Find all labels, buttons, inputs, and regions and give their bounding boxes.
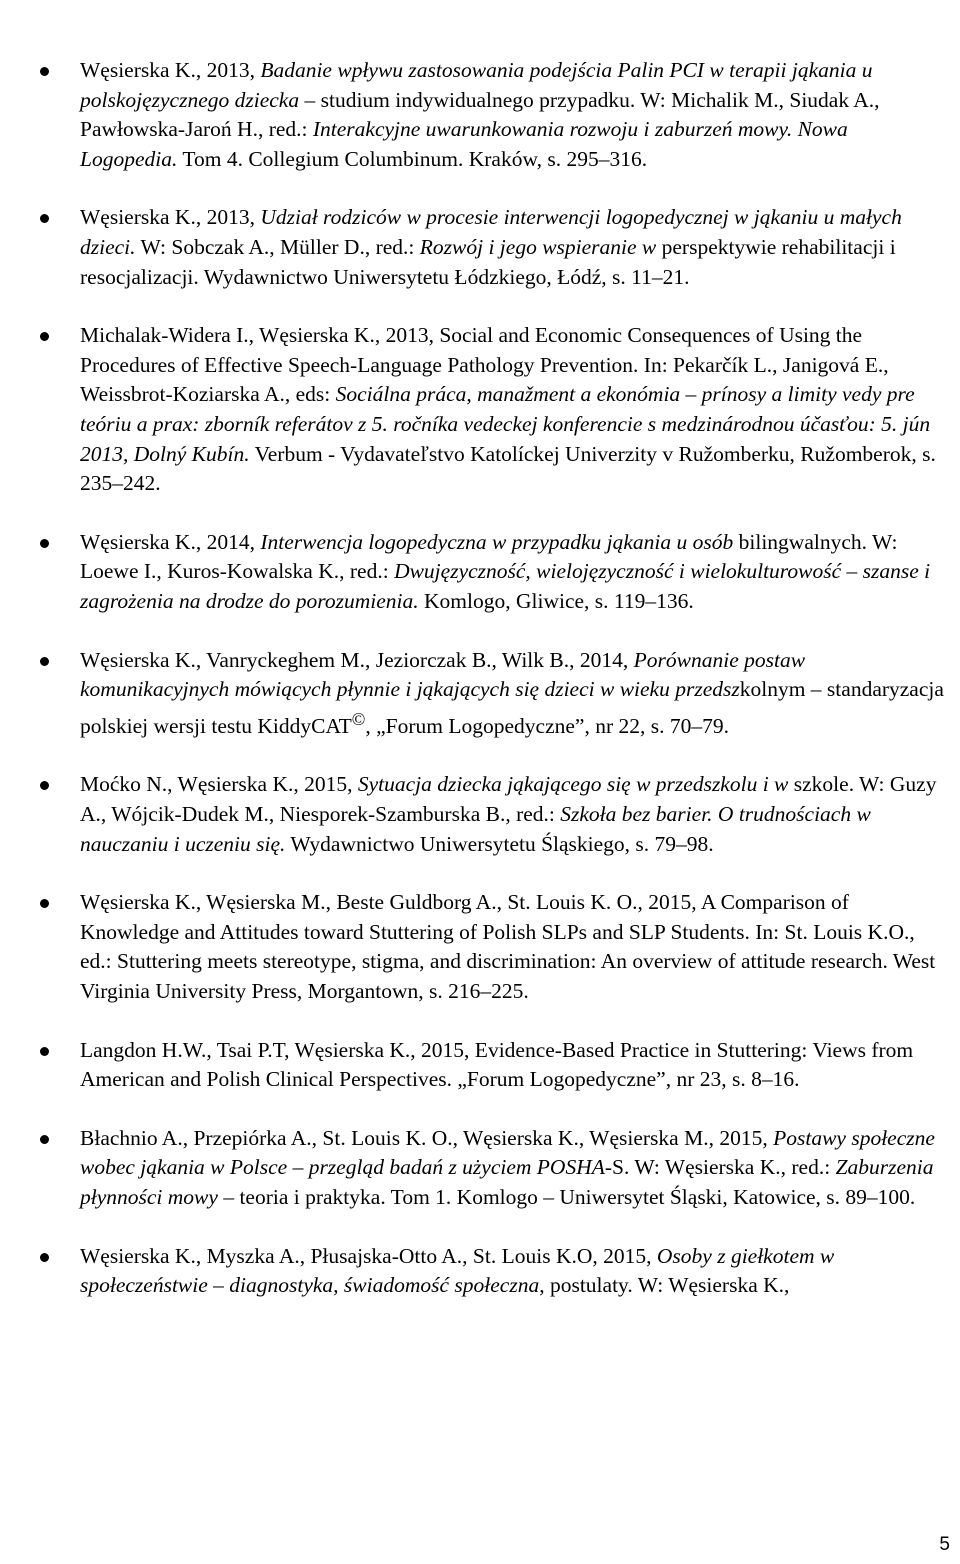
list-item bbox=[0, 888, 960, 1006]
bullet-icon bbox=[40, 539, 49, 548]
list-item bbox=[0, 1242, 960, 1301]
citation-text: Węsierska K., 2013, Udział rodziców w procesie interwencji logopedycznej w jąkaniu u małych dzieci. W: Sobczak A., Müller D., red.: Rozwój i jego wspieranie w perspektywie rehabilitacji i resocjalizacji. Wydawnictwo Uniwersytetu Łódzkiego, Łódź, s. 11–21. bbox=[80, 205, 902, 289]
citation-text: Michalak-Widera I., Węsierska K., 2013, Social and Economic Consequences of Using the Procedures of Effective Speech-Language Pathology Prevention. In: Pekarčík L., Janigová E., Weissbrot-Koziarska A., eds: Sociálna práca, manažment a ekonómia – prínosy a limity vedy pre teóriu a prax: zborník referátov z 5. ročníka vedeckej konferencie s medzinárodnou účasťou: 5. jún 2013, Dolný Kubín. Verbum - Vydavateľstvo Katolíckej Univerzity v Ružomberku, Ružomberok, s. 235–242. bbox=[80, 323, 936, 496]
bullet-icon bbox=[40, 332, 49, 341]
page-number: 5 bbox=[939, 1534, 950, 1555]
bullet-icon bbox=[40, 1253, 49, 1262]
list-item bbox=[0, 321, 960, 499]
citation-text: Węsierska K., 2014, Interwencja logopedyczna w przypadku jąkania u osób bilingwalnych. W: Loewe I., Kuros-Kowalska K., red.: Dwujęzyczność, wielojęzyczność i wielokulturowość – szanse i zagrożenia na drodze do porozumienia. Komlogo, Gliwice, s. 119–136. bbox=[80, 529, 931, 613]
list-item bbox=[0, 1124, 960, 1213]
citation-text: Moćko N., Węsierska K., 2015, Sytuacja dziecka jąkającego się w przedszkolu i w szkole. W: Guzy A., Wójcik-Dudek M., Niesporek-Szamburska B., red.: Szkoła bez barier. O trudnościach w nauczaniu i uczeniu się. Wydawnictwo Uniwersytetu Śląskiego, s. 79–98. bbox=[80, 772, 937, 856]
citation-text: Błachnio A., Przepiórka A., St. Louis K. O., Węsierska K., Węsierska M., 2015, Postawy społeczne wobec jąkania w Polsce – przegląd badań z użyciem POSHA-S. W: Węsierska K., red.: Zaburzenia płynności mowy – teoria i praktyka. Tom 1. Komlogo – Uniwersytet Śląski, Katowice, s. 89–100. bbox=[80, 1125, 935, 1209]
citation-text: Węsierska K., Vanryckeghem M., Jeziorczak B., Wilk B., 2014, Porównanie postaw komunikacyjnych mówiących płynnie i jąkających się dzieci w wieku przedszkolnym – standaryzacja polskiej wersji testu KiddyCAT©, „Forum Logopedyczne”, nr 22, s. 70–79. bbox=[80, 647, 944, 738]
list-item bbox=[0, 1036, 960, 1095]
list-item bbox=[0, 528, 960, 617]
list-item bbox=[0, 646, 960, 742]
list-item bbox=[0, 203, 960, 292]
bullet-icon bbox=[40, 1047, 49, 1056]
list-item bbox=[0, 770, 960, 859]
bullet-icon bbox=[40, 214, 49, 223]
bullet-icon bbox=[40, 67, 49, 76]
bullet-icon bbox=[40, 657, 49, 666]
citation-text: Węsierska K., Węsierska M., Beste Guldborg A., St. Louis K. O., 2015, A Comparison of Knowledge and Attitudes toward Stuttering of Polish SLPs and SLP Students. In: St. Louis K.O., ed.: Stuttering meets stereotype, stigma, and discrimination: An overview of attitude research. West Virginia University Press, Morgantown, s. 216–225. bbox=[80, 890, 936, 1003]
bullet-icon bbox=[40, 781, 49, 790]
citation-text: Langdon H.W., Tsai P.T, Węsierska K., 2015, Evidence-Based Practice in Stuttering: Views from American and Polish Clinical Perspectives. „Forum Logopedyczne”, nr 23, s. 8–16. bbox=[80, 1037, 914, 1092]
bullet-icon bbox=[40, 899, 49, 908]
bullet-icon bbox=[40, 1135, 49, 1144]
citation-text: Węsierska K., Myszka A., Płusajska-Otto A., St. Louis K.O, 2015, Osoby z giełkotem w społeczeństwie – diagnostyka, świadomość społeczna, postulaty. W: Węsierska K., bbox=[80, 1243, 835, 1298]
citation-text: Węsierska K., 2013, Badanie wpływu zastosowania podejścia Palin PCI w terapii jąkania u polskojęzycznego dziecka – studium indywidualnego przypadku. W: Michalik M., Siudak A., Pawłowska-Jaroń H., red.: Interakcyjne uwarunkowania rozwoju i zaburzeń mowy. Nowa Logopedia. Tom 4. Collegium Columbinum. Kraków, s. 295–316. bbox=[80, 58, 880, 171]
bibliography-list bbox=[0, 56, 960, 1330]
list-item bbox=[0, 56, 960, 174]
